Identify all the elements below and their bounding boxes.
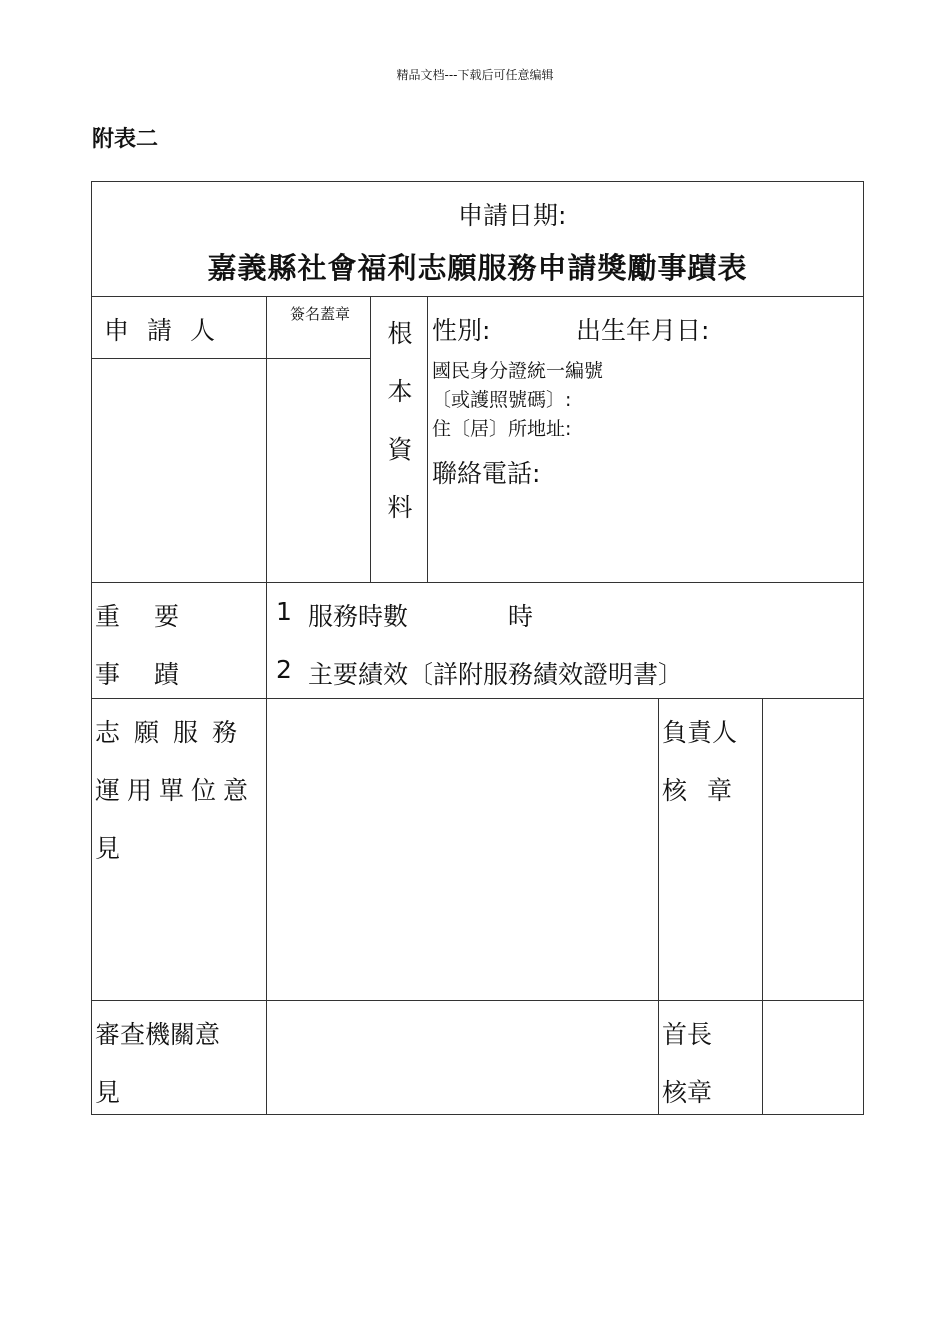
applicant-name-field[interactable] [92,359,266,582]
responsible-seal-field[interactable] [763,699,863,1000]
head-seal-field[interactable] [763,1001,863,1115]
rule-opinion-right [658,698,659,1115]
basic-info-char: 資 [387,435,413,464]
head-label: 首長 [662,1020,713,1049]
service-hours-number: 1 [276,597,292,626]
service-hours-label: 服務時數 [308,602,409,631]
unit-opinion-field[interactable] [267,699,658,1000]
rule-title-bottom [91,296,864,297]
gender-label: 性別: [432,316,491,345]
rule-basic-right [427,296,428,582]
review-opinion-field[interactable] [267,1001,658,1115]
basic-info-label [380,305,420,537]
achievements-label-line2: 事蹟 [95,660,214,689]
review-opinion-label-line1: 審查機關意 [95,1020,221,1049]
unit-opinion-label-line3: 見 [95,834,121,863]
basic-info-char: 根 [387,319,413,348]
achievements-label-line1: 重要 [95,602,214,631]
rule-basic-bottom [91,582,864,583]
unit-opinion-label-line2: 運用單位意 [95,776,256,805]
signature-label: 簽名蓋章 [290,305,351,323]
unit-opinion-label-line1: 志願服務 [95,718,252,747]
head-seal-label: 核章 [662,1078,713,1107]
phone-label: 聯絡電話: [432,459,541,488]
birth-date-label: 出生年月日: [576,316,710,345]
attachment-label: 附表二 [92,126,159,152]
document-note: 精品文档---下载后可任意编辑 [396,68,554,82]
signature-field[interactable] [267,359,370,582]
basic-info-char: 本 [387,377,413,406]
responsible-seal-label: 核章 [662,776,753,805]
passport-number-label: 〔或護照號碼〕: [432,389,572,411]
form-title: 嘉義縣社會福利志願服務申請獎勵事蹟表 [207,251,748,285]
application-date-label: 申請日期: [458,201,567,230]
applicant-label: 申請人 [104,316,234,345]
hours-unit: 時 [508,602,534,631]
main-performance-label: 主要績效〔詳附服務績效證明書〕 [308,660,684,689]
address-label: 住〔居〕所地址: [432,418,572,440]
rule-signature-right [370,296,371,582]
review-opinion-label-line2: 見 [95,1078,121,1107]
responsible-person-label: 負責人 [662,718,738,747]
basic-info-char: 料 [387,493,413,522]
main-performance-number: 2 [276,655,292,684]
id-number-label: 國民身分證統一編號 [432,360,604,382]
